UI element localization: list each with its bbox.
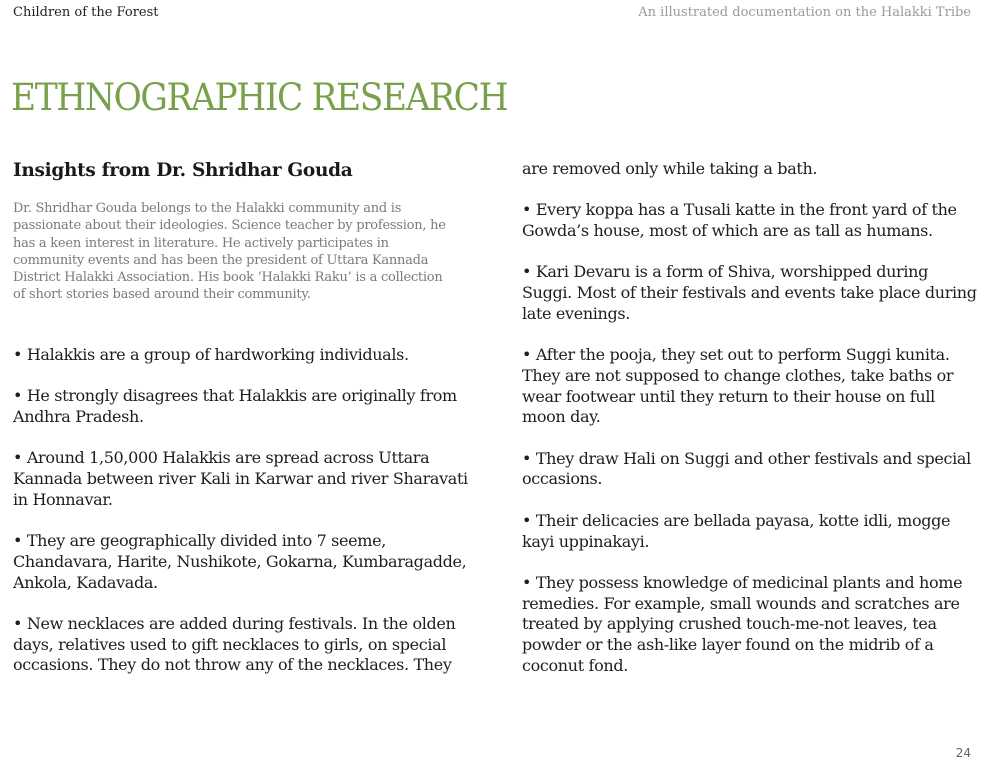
book-title: Children of the Forest [13,5,159,20]
list-item: • Kari Devaru is a form of Shiva, worshipped during Suggi. Most of their festivals and events take place during late evenings. [522,262,977,323]
list-item: • Around 1,50,000 Halakkis are spread across Uttara Kannada between river Kali in Karwar and river Sharavati in Honnavar. [13,448,468,509]
page-title: ETHNOGRAPHIC RESEARCH [11,76,508,119]
list-item: • Halakkis are a group of hardworking individuals. [13,345,409,364]
insights-list-right [522,159,982,697]
list-item: • Every koppa has a Tusali katte in the front yard of the Gowda’s house, most of which are as tall as humans. [522,200,957,241]
list-item: • New necklaces are added during festivals. In the olden days, relatives used to gift necklaces to girls, on special occasions. They do not throw any of the necklaces. They [13,614,456,675]
author-bio: Dr. Shridhar Gouda belongs to the Halakki community and is passionate about their ideologies. Science teacher by profession, he has a keen interest in literature. He actively participates in community events and has been the president of Uttara Kannada District Halakki Association. His book ‘Halakki Raku’ is a collection of short stories based around their community. [13,201,446,303]
book-subtitle: An illustrated documentation on the Halakki Tribe [638,5,971,20]
list-item: • They possess knowledge of medicinal plants and home remedies. For example, small wounds and scratches are treated by applying crushed touch-me-not leaves, tea powder or the ash-like layer found on the midrib of a coconut fond. [522,572,963,675]
list-item: • He strongly disagrees that Halakkis are originally from Andhra Pradesh. [13,386,457,427]
page-number: 24 [955,746,971,760]
list-item: are removed only while taking a bath. [522,159,818,178]
list-item: • They are geographically divided into 7 seeme, Chandavara, Harite, Nushikote, Gokarna, Kumbaragadde, Ankola, Kadavada. [13,531,467,592]
list-item: • Their delicacies are bellada payasa, kotte idli, mogge kayi uppinakayi. [522,510,951,551]
section-subheading: Insights from Dr. Shridhar Gouda [13,160,353,181]
list-item: • After the pooja, they set out to perform Suggi kunita. They are not supposed to change clothes, take baths or wear footwear until they return to their house on full moon day. [522,345,954,427]
list-item: • They draw Hali on Suggi and other festivals and special occasions. [522,448,971,489]
insights-list-left [13,345,473,697]
